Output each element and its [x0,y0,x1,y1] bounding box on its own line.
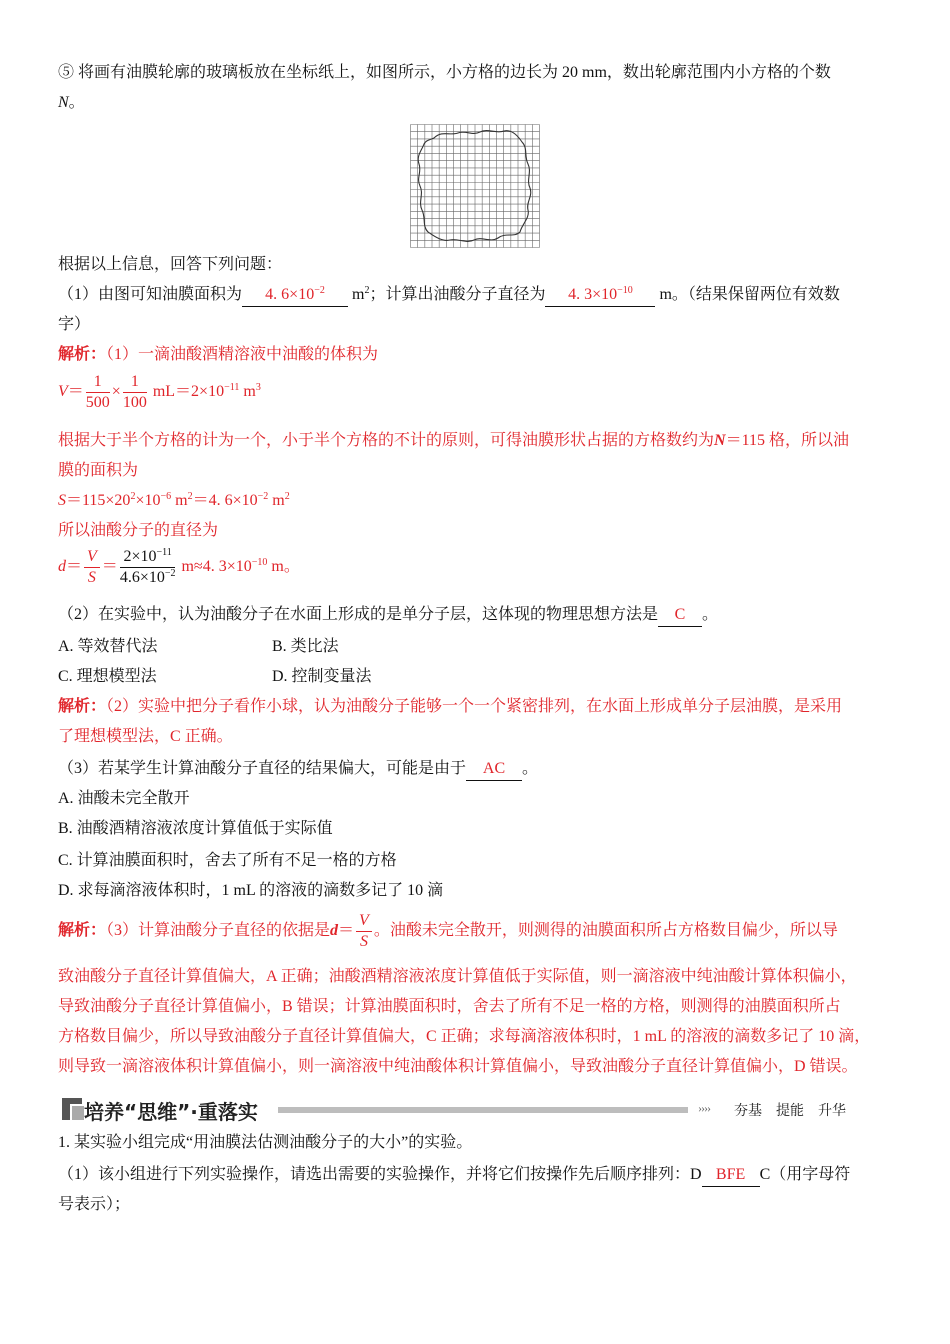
solution-3-line-2: 致油酸分子直径计算值偏大，A 正确；油酸酒精溶液浓度计算值低于实际值，则一滴溶液中纯油酸计算体积偏小， [58,968,857,985]
banner-stripe [278,1107,688,1113]
oil-film-grid-figure [410,124,540,248]
solution-3-line-3: 导致油酸分子直径计算值偏小，B 错误；计算油膜面积时，舍去了所有不足一格的方格，则测得的油膜面积所占 [58,998,841,1015]
banner-tags: 夯基 提能 升华 [734,1103,846,1119]
q3-option-a: A. 油酸未完全散开 [58,790,190,807]
solution-1-line-1: 解析：（1）一滴油酸酒精溶液中油酸的体积为 [58,346,379,363]
solution-1-volume-equation: V＝ $\frac{1}{500}$ × $\frac{1}{100}$ $mL=2\times 10^{-11}$ $m^3$ [58,372,261,411]
solution-3-line-1: 解析：（3）计算油酸分子直径的依据是d＝ $\frac{V}{S}$ 。油酸未完全散开，则测得的油膜面积所占方格数目偏少，所以导 [58,911,838,950]
q2-option-c: C. 理想模型法 [58,668,157,685]
q3-line: （3）若某学生计算油酸分子直径的结果偏大，可能是由于 AC 。 [58,758,538,781]
q2-line: （2）在实验中，认为油酸分子在水面上形成的是单分子层，这体现的物理思想方法是 C 。 [58,604,718,627]
banner-arrows: ›››› [698,1101,710,1115]
next-question-line-1: 1. 某实验小组完成“用油膜法估测油酸分子的大小”的实验。 [58,1134,473,1151]
q1-line: （1）由图可知油膜面积为 4. $6\times 10^{-2}$ $m^2$；计算出油酸分子直径为 4. $3\times 10^{-10}$ m。（结果保留两位有效数 [58,284,840,307]
solution-2-line-2: 了理想模型法，C 正确。 [58,728,233,745]
solution-1-line-4: 膜的面积为 [58,462,139,479]
q2-answer: C [658,604,702,627]
solution-1-line-3: 根据大于半个方格的计为一个，小于半个方格的不计的原则，可得油膜形状占据的方格数约为N＝115 格，所以油 [58,432,849,449]
solution-3-line-5: 则导致一滴溶液体积计算值偏小，则一滴溶液中纯油酸体积计算值偏小，导致油酸分子直径计算值偏小，D 错误。 [58,1058,858,1075]
banner-title: 培养“思维”·重落实 [84,1100,258,1124]
solution-1-line-6: 所以油酸分子的直径为 [58,522,219,539]
solution-2-line-1: 解析：（2）实验中把分子看作小球，认为油酸分子能够一个一个紧密排列，在水面上形成单分子层油膜，是采用 [58,698,843,715]
q1-area-answer: 4. $6\times 10^{-2}$ [242,284,348,307]
q1-diameter-answer: 4. $3\times 10^{-10}$ [545,284,655,307]
q1-line-2: 字） [58,316,91,333]
q3-option-c: C. 计算油膜面积时，舍去了所有不足一格的方格 [58,852,397,869]
solution-3-line-4: 方格数目偏少，所以导致油酸分子直径计算值偏大，C 正确；求每滴溶液体积时，1 mL 的溶液的滴数多记了 10 滴， [58,1028,871,1045]
q3-option-d: D. 求每滴溶液体积时，1 mL 的溶液的滴数多记了 10 滴 [58,882,444,899]
solution-1-area-equation: $S=115\times 20^2\times 10^{-6}$ $m^2=4$. $6\times 10^{-2}$ $m^2$ [58,491,290,509]
q2-option-d: D. 控制变量法 [272,668,372,685]
q3-option-b: B. 油酸酒精溶液浓度计算值低于实际值 [58,820,333,837]
q2-option-a: A. 等效替代法 [58,638,158,655]
oil-film-outline [418,131,531,242]
section-banner [58,1094,894,1124]
q2-option-b: B. 类比法 [272,638,339,655]
q3-answer: AC [466,758,522,781]
solution-1-diameter-equation: d＝ $\frac{V}{S}$ ＝ $\frac{2\times 10^{-11}}{4.6\times 10^{-2}}$ m≈4. $3\times 10^{-10}$ m。 [58,546,300,586]
question-intro: 根据以上信息，回答下列问题： [58,256,283,273]
step-line-1: ⑤ 将画有油膜轮廓的玻璃板放在坐标纸上，如图所示，小方格的边长为 20 mm，数出轮廓范围内小方格的个数 [58,64,831,81]
next-question-answer: BFE [702,1164,760,1187]
next-question-line-3: 号表示）； [58,1196,131,1213]
step-line-2: N。 [58,94,85,111]
next-question-line-2: （1）该小组进行下列实验操作，请选出需要的实验操作，并将它们按操作先后顺序排列：D BFE C（用字母符 [58,1164,850,1187]
